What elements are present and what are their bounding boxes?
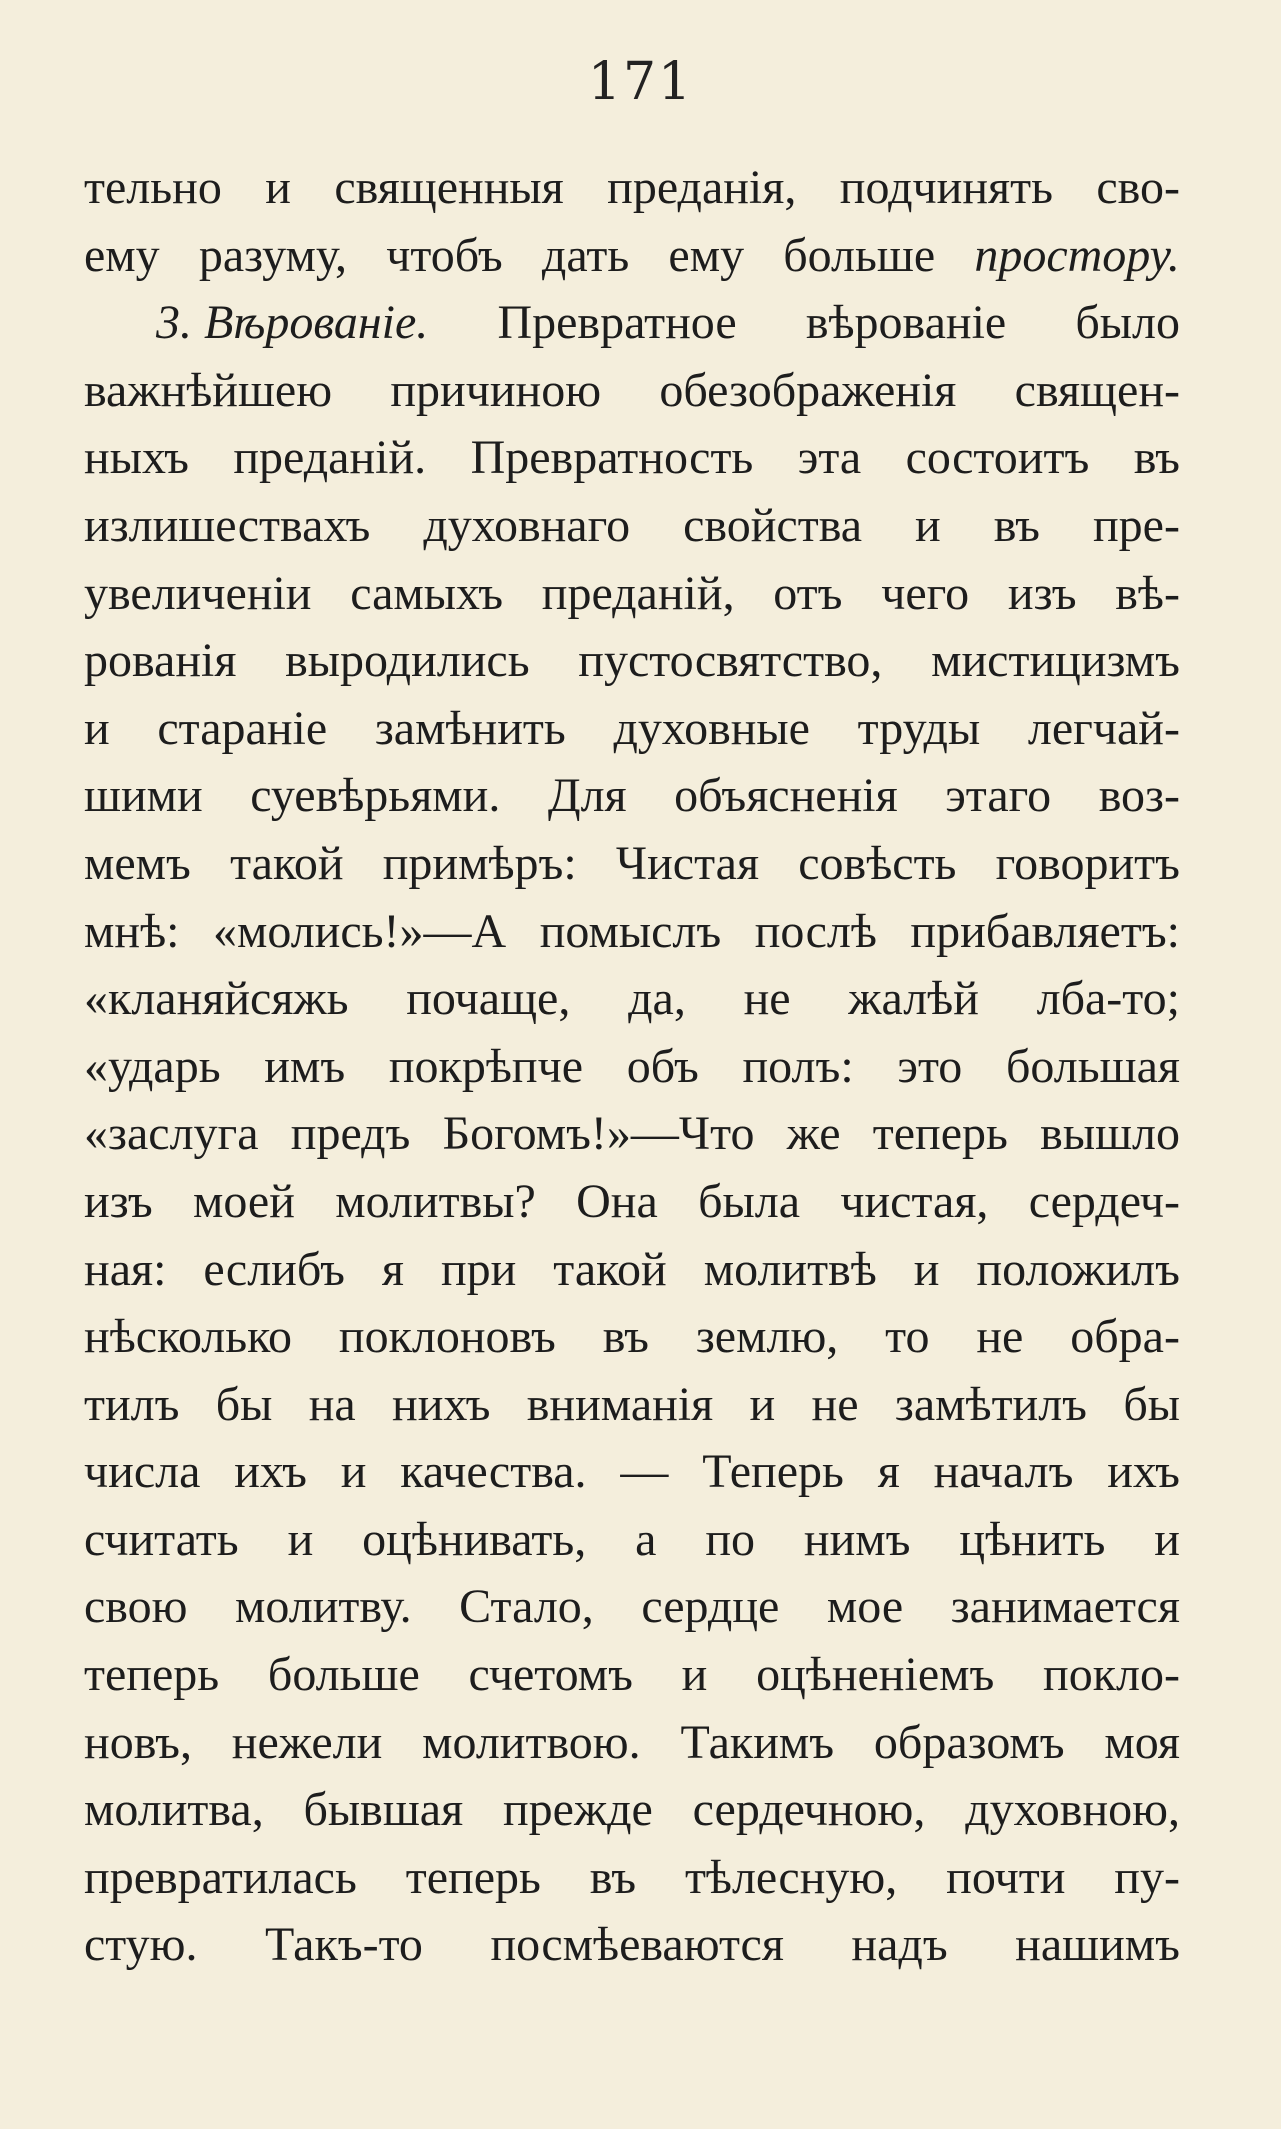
word: нѣсколько [84,1310,293,1364]
word: состоитъ [905,431,1090,485]
word: пустосвятство, [578,634,883,688]
word: надъ [851,1918,948,1972]
word: ная: [84,1242,167,1296]
word: преданій. [233,431,427,485]
word: моя [1104,1715,1180,1769]
word: ихъ [234,1445,307,1499]
word: пре- [1092,498,1180,552]
word: самыхъ [350,566,504,620]
word: больше [783,228,936,282]
word: примѣръ: [382,836,577,890]
word: въ [602,1310,649,1364]
word: землю, [695,1310,839,1364]
word: качества. [400,1445,587,1499]
word: помыслъ [539,904,722,958]
word: Она [576,1174,658,1228]
word: изъ [1007,566,1077,620]
word: при [440,1242,517,1296]
word: не [811,1377,859,1431]
italic-heading: 3. Вѣрованіе. [156,296,429,350]
text-line [84,160,1180,228]
word: пу- [1114,1850,1180,1904]
word: числа [84,1445,201,1499]
word: обезображенія [659,363,957,417]
word: мое [826,1580,904,1634]
word: стую. [84,1918,198,1972]
word: молитвы? [335,1174,536,1228]
word: не [743,972,791,1026]
text-line [84,971,1180,1039]
word: да, [628,972,686,1026]
text-line [84,1850,1180,1918]
text-line [84,836,1180,904]
word: молитву. [235,1580,412,1634]
word: воз- [1098,769,1180,823]
word: предъ [290,1107,411,1161]
text-line [84,1579,1180,1647]
word: счетомъ [468,1648,633,1702]
word: преданія, [607,161,797,214]
word: и [1154,1512,1180,1566]
word: мнѣ: [84,904,180,958]
word: прежде [502,1783,653,1837]
word: Такъ-то [265,1918,423,1972]
text-line [84,1715,1180,1783]
word: я [877,1445,900,1499]
text-line [84,904,1180,972]
word: шими [84,769,203,823]
word: превратилась [84,1850,357,1904]
text-line [84,228,1180,296]
word: еслибъ [203,1242,345,1296]
word: образомъ [873,1715,1065,1769]
word: ихъ [1107,1445,1180,1499]
word: Стало, [459,1580,594,1634]
word: Богомъ!»—Что [442,1107,755,1161]
word: полъ: [742,1039,854,1093]
word: въ [1133,431,1180,485]
word: оцѣнивать, [362,1512,587,1566]
word: ему [668,228,745,282]
word: мемъ [84,836,191,890]
word: духовнаго [423,498,631,552]
word: тилъ [84,1377,180,1431]
page-number: 171 [587,52,694,112]
text-line [84,768,1180,836]
text-line [84,1174,1180,1242]
word: нихъ [392,1377,491,1431]
body-text [84,160,1180,1985]
word: духовною, [965,1783,1180,1837]
word: разуму, [198,228,348,282]
word: вышло [1040,1107,1180,1161]
word: считать [84,1512,239,1566]
word: Такимъ [680,1715,835,1769]
word: этаго [945,769,1052,823]
word: и [749,1377,776,1431]
word: новъ, [84,1715,192,1769]
word: рованія [84,634,237,688]
text-line [84,1444,1180,1512]
word: излишествахъ [84,498,371,552]
word: бы [215,1377,273,1431]
word: такой [230,836,344,890]
word: Превратное [497,296,737,350]
word: и [681,1648,708,1702]
word: Для [547,769,627,823]
word: эта [797,431,862,485]
word: замѣтилъ [894,1377,1087,1431]
word: тельно [84,161,222,214]
word: въ [993,498,1040,552]
text-line [84,363,1180,431]
word: оцѣненіемъ [756,1648,995,1702]
word: вѣ- [1115,566,1180,620]
word: Чистая [615,836,760,890]
word: поклоновъ [338,1310,556,1364]
word: положилъ [976,1242,1180,1296]
word: совѣсть [798,836,957,890]
word: суевѣрьями. [250,769,501,823]
italic-word: простору. [974,228,1180,282]
word: имъ [264,1039,346,1093]
word: покло- [1043,1648,1180,1702]
text-line [84,1309,1180,1377]
word: нежели [231,1715,383,1769]
word: была [698,1174,801,1228]
word: замѣнить [374,701,566,755]
word: стараніе [157,701,328,755]
word: причиною [390,363,602,417]
word: молитвѣ [703,1242,877,1296]
word: по [705,1512,756,1566]
word: теперь [405,1850,541,1904]
word: «молись!»—А [212,904,507,958]
word: не [976,1310,1024,1364]
word: а [635,1512,657,1566]
text-line [84,566,1180,634]
word: же [786,1107,841,1161]
word: чего [881,566,970,620]
word: важнѣйшею [84,363,333,417]
word: и [287,1512,314,1566]
word: и [915,498,941,552]
word: — [620,1445,669,1499]
word: послѣ [754,904,877,958]
word: сердце [641,1580,780,1634]
word: и [340,1445,367,1499]
word: и [84,701,110,755]
word: больше [267,1648,420,1702]
word: то [885,1310,930,1364]
word: такой [553,1242,667,1296]
word: объясненія [674,769,898,823]
word: большая [1005,1039,1180,1093]
word: цѣнить [959,1512,1106,1566]
word: мистицизмъ [931,634,1180,688]
word: я [381,1242,404,1296]
word: свою [84,1580,188,1634]
word: священныя [334,161,564,214]
word: сво- [1096,161,1180,214]
word: въ [589,1850,637,1904]
text-line [84,1106,1180,1174]
word: преданій, [541,566,735,620]
word: сердечною, [692,1783,926,1837]
word: было [1075,296,1180,350]
word: легчай- [1027,701,1180,755]
word: труды [857,701,981,755]
word: почти [946,1850,1066,1904]
word: на [308,1377,356,1431]
word: объ [626,1039,699,1093]
word: изъ [84,1174,153,1228]
word: покрѣпче [388,1039,584,1093]
word: вѣрованіе [805,296,1007,350]
word: нашимъ [1015,1918,1180,1972]
word: священ- [1014,363,1180,417]
word: «кланяйсяжь [84,972,349,1026]
text-line [84,1039,1180,1107]
word: нимъ [803,1512,911,1566]
word: моей [192,1174,295,1228]
word: увеличеніи [84,566,312,620]
word: теперь [84,1648,220,1702]
word: молитвою. [422,1715,641,1769]
text-line [84,1512,1180,1580]
word: дать [541,228,630,282]
word: и [265,161,291,214]
text-line [84,295,1180,363]
word: Превратность [470,431,754,485]
word: ему [84,228,160,282]
text-line [84,633,1180,701]
text-line [84,701,1180,769]
word: прибавляетъ: [910,904,1180,958]
word: говоритъ [995,836,1180,890]
word: молитва, [84,1783,264,1837]
word: тѣлесную, [684,1850,898,1904]
text-line [84,1782,1180,1850]
text-line [84,1647,1180,1715]
word: чистая, [840,1174,989,1228]
word: жалѣй [848,972,979,1026]
word: посмѣеваются [490,1918,784,1972]
word: «заслуга [84,1107,259,1161]
text-line [84,498,1180,566]
word: духовные [613,701,810,755]
word: свойства [683,498,863,552]
word: обра- [1070,1310,1180,1364]
word: вниманія [526,1377,714,1431]
word: Теперь [702,1445,844,1499]
word: подчинять [839,161,1053,214]
word: бывшая [303,1783,464,1837]
word: выродились [285,634,530,688]
word: и [913,1242,940,1296]
text-line [84,1377,1180,1445]
word: чтобъ [386,228,503,282]
word: почаще, [406,972,571,1026]
text-line [84,1917,1180,1985]
word: началъ [933,1445,1074,1499]
word: занимается [950,1580,1180,1634]
word: бы [1123,1377,1180,1431]
word: это [897,1039,963,1093]
text-line [84,430,1180,498]
word: отъ [773,566,843,620]
word: «ударь [84,1039,221,1093]
word: лба-то; [1036,972,1180,1026]
word: теперь [872,1107,1008,1161]
text-line [84,1242,1180,1310]
word: сердеч- [1028,1174,1180,1228]
word: ныхъ [84,431,189,485]
